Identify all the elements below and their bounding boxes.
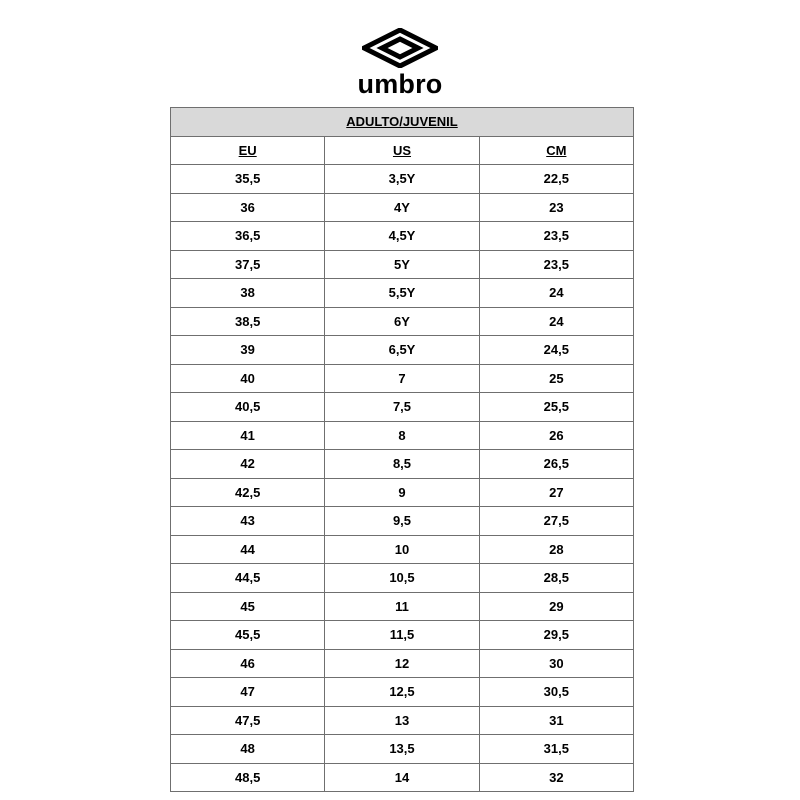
- table-row: [171, 364, 634, 393]
- cell-us: 5Y: [325, 250, 479, 279]
- table-row: [171, 421, 634, 450]
- cell-us: 5,5Y: [325, 279, 479, 308]
- cell-eu: 46: [171, 649, 325, 678]
- cell-eu: 45: [171, 592, 325, 621]
- cell-cm: 30,5: [479, 678, 633, 707]
- cell-cm: 27,5: [479, 507, 633, 536]
- cell-us: 10,5: [325, 564, 479, 593]
- cell-us: 8,5: [325, 450, 479, 479]
- cell-cm: 32: [479, 763, 633, 792]
- table-row: [171, 592, 634, 621]
- cell-cm: 29,5: [479, 621, 633, 650]
- table-row: [171, 222, 634, 251]
- cell-eu: 42: [171, 450, 325, 479]
- cell-eu: 36: [171, 193, 325, 222]
- cell-us: 11: [325, 592, 479, 621]
- cell-us: 7,5: [325, 393, 479, 422]
- cell-eu: 47: [171, 678, 325, 707]
- cell-cm: 25,5: [479, 393, 633, 422]
- cell-eu: 42,5: [171, 478, 325, 507]
- cell-cm: 23,5: [479, 250, 633, 279]
- cell-us: 13: [325, 706, 479, 735]
- column-header-cm: CM: [479, 136, 633, 165]
- size-chart-table: [170, 107, 634, 792]
- column-header-eu: EU: [171, 136, 325, 165]
- cell-cm: 25: [479, 364, 633, 393]
- cell-us: 4Y: [325, 193, 479, 222]
- table-row: [171, 735, 634, 764]
- table-row: [171, 193, 634, 222]
- cell-eu: 37,5: [171, 250, 325, 279]
- cell-us: 7: [325, 364, 479, 393]
- cell-cm: 24,5: [479, 336, 633, 365]
- cell-us: 12,5: [325, 678, 479, 707]
- cell-cm: 24: [479, 279, 633, 308]
- cell-eu: 38,5: [171, 307, 325, 336]
- cell-us: 11,5: [325, 621, 479, 650]
- cell-eu: 48,5: [171, 763, 325, 792]
- table-row: [171, 478, 634, 507]
- cell-eu: 40: [171, 364, 325, 393]
- cell-cm: 23,5: [479, 222, 633, 251]
- group-header: ADULTO/JUVENIL: [171, 108, 634, 137]
- cell-eu: 38: [171, 279, 325, 308]
- cell-us: 3,5Y: [325, 165, 479, 194]
- table-row: [171, 250, 634, 279]
- cell-cm: 27: [479, 478, 633, 507]
- table-row: [171, 535, 634, 564]
- cell-us: 8: [325, 421, 479, 450]
- column-header-us: US: [325, 136, 479, 165]
- cell-eu: 44: [171, 535, 325, 564]
- cell-cm: 26: [479, 421, 633, 450]
- cell-us: 10: [325, 535, 479, 564]
- cell-us: 6Y: [325, 307, 479, 336]
- cell-eu: 44,5: [171, 564, 325, 593]
- cell-cm: 28: [479, 535, 633, 564]
- cell-us: 9: [325, 478, 479, 507]
- cell-cm: 22,5: [479, 165, 633, 194]
- cell-cm: 28,5: [479, 564, 633, 593]
- table-row: [171, 649, 634, 678]
- brand-name: umbro: [357, 69, 443, 99]
- cell-us: 14: [325, 763, 479, 792]
- cell-cm: 31,5: [479, 735, 633, 764]
- umbro-double-diamond-icon: [362, 28, 438, 68]
- brand-logo: [0, 28, 800, 98]
- cell-cm: 31: [479, 706, 633, 735]
- table-row: [171, 564, 634, 593]
- cell-eu: 39: [171, 336, 325, 365]
- cell-cm: 30: [479, 649, 633, 678]
- cell-eu: 45,5: [171, 621, 325, 650]
- table-row: [171, 279, 634, 308]
- cell-us: 13,5: [325, 735, 479, 764]
- table-row: [171, 165, 634, 194]
- cell-us: 6,5Y: [325, 336, 479, 365]
- cell-eu: 41: [171, 421, 325, 450]
- table-row: [171, 450, 634, 479]
- table-row: [171, 393, 634, 422]
- cell-eu: 43: [171, 507, 325, 536]
- cell-cm: 29: [479, 592, 633, 621]
- table-row: [171, 678, 634, 707]
- cell-cm: 26,5: [479, 450, 633, 479]
- table-row: [171, 763, 634, 792]
- cell-eu: 47,5: [171, 706, 325, 735]
- table-row: [171, 507, 634, 536]
- table-row: [171, 336, 634, 365]
- cell-eu: 36,5: [171, 222, 325, 251]
- cell-eu: 40,5: [171, 393, 325, 422]
- group-header-row: [171, 108, 634, 137]
- cell-us: 12: [325, 649, 479, 678]
- column-header-row: [171, 136, 634, 165]
- size-rows: [171, 165, 634, 792]
- table-row: [171, 307, 634, 336]
- cell-cm: 24: [479, 307, 633, 336]
- cell-us: 9,5: [325, 507, 479, 536]
- table-row: [171, 706, 634, 735]
- table-row: [171, 621, 634, 650]
- cell-eu: 35,5: [171, 165, 325, 194]
- cell-eu: 48: [171, 735, 325, 764]
- cell-cm: 23: [479, 193, 633, 222]
- cell-us: 4,5Y: [325, 222, 479, 251]
